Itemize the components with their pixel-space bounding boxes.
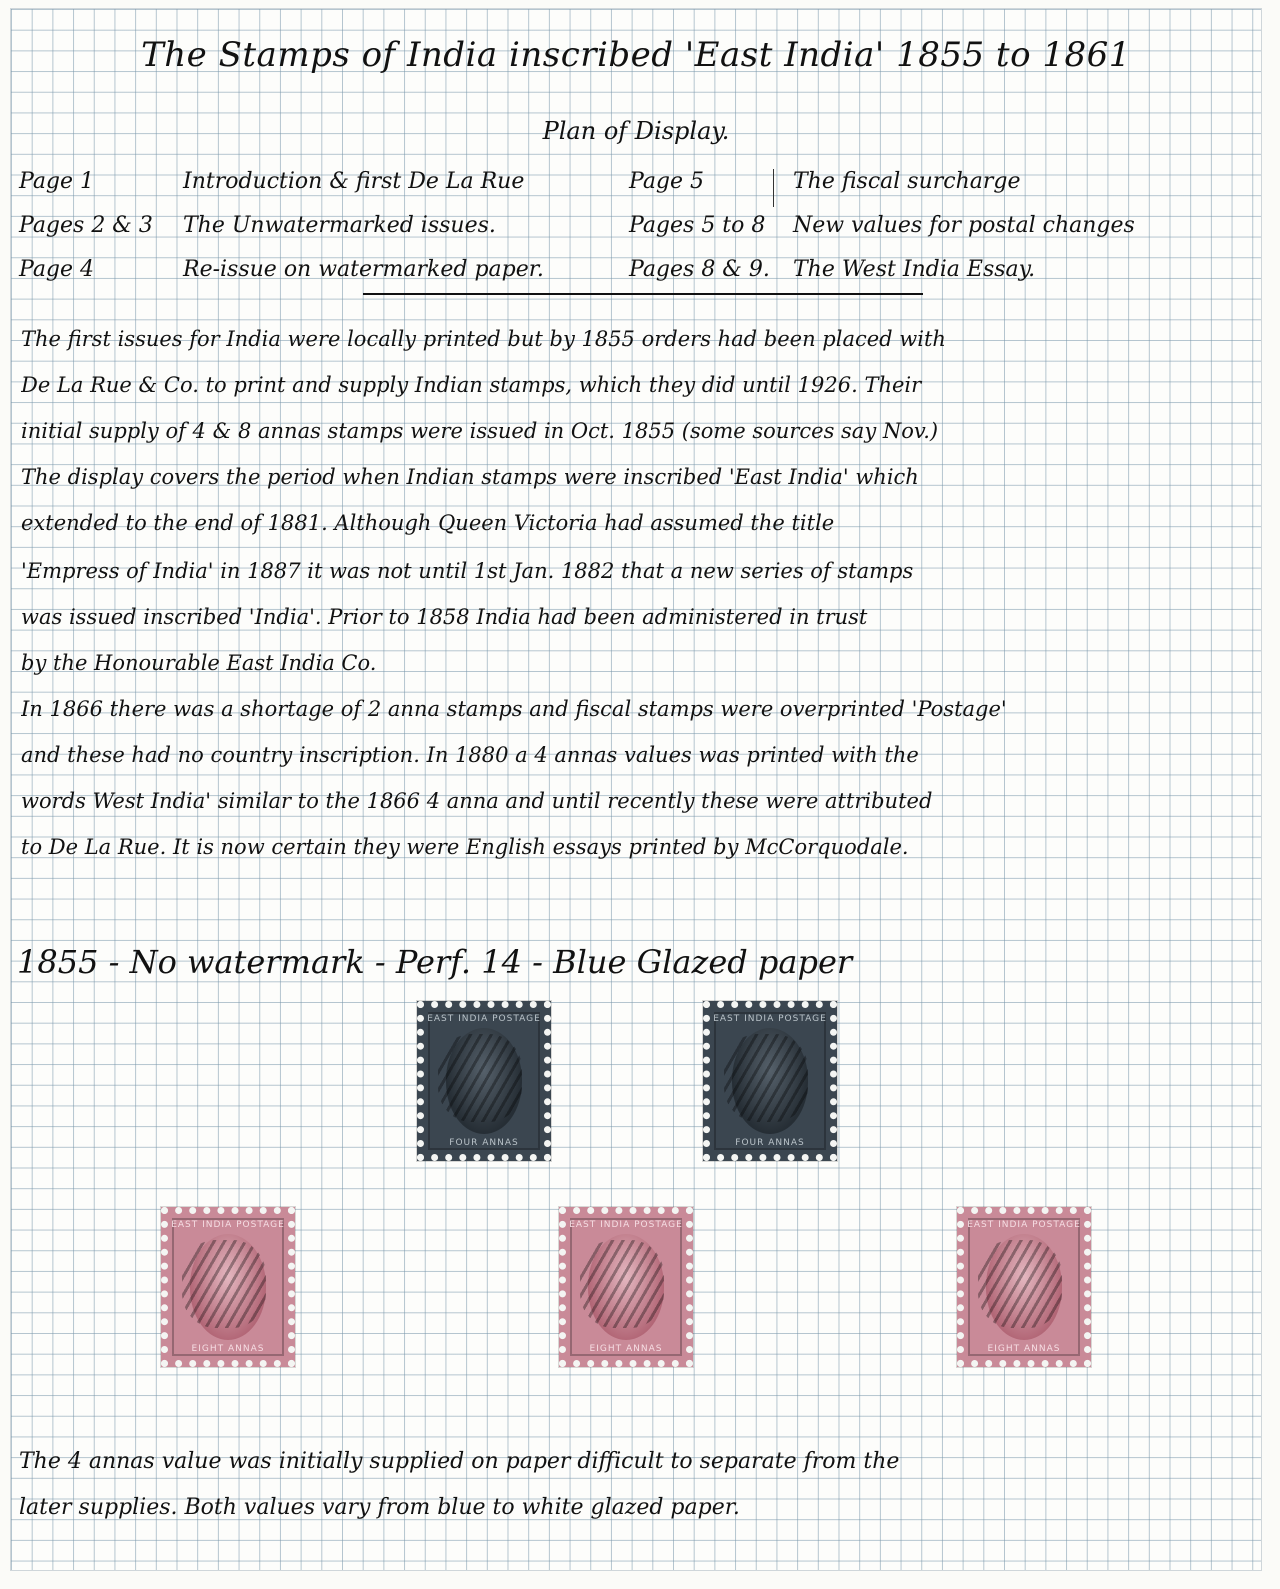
plan-row (11, 213, 1251, 253)
stamp-value-inscription: FOUR ANNAS (449, 1138, 519, 1148)
intro-line: 'Empress of India' in 1887 it was not until 1st Jan. 1882 that a new series of stamps (21, 559, 914, 583)
postmark-cancel (978, 1240, 1062, 1328)
intro-line: was issued inscribed 'India'. Prior to 1858 India had been administered in trust (21, 605, 868, 629)
stamp-inscription-top: EAST INDIA POSTAGE (967, 1220, 1081, 1230)
intro-line: to De La Rue. It is now certain they were English essays printed by McCorquodale. (21, 835, 909, 859)
intro-line: and these had no country inscription. In 1880 a 4 annas values was printed with the (21, 743, 919, 767)
stamp-value-inscription: EIGHT ANNAS (191, 1344, 265, 1354)
plan-column-divider (773, 169, 774, 207)
stamp-inscription-top: EAST INDIA POSTAGE (427, 1014, 541, 1024)
stamp-inscription-top: EAST INDIA POSTAGE (171, 1220, 285, 1230)
plan-description: The fiscal surcharge (793, 169, 1021, 194)
plan-heading: Plan of Display. (542, 117, 730, 145)
plan-description: The West India Essay. (793, 257, 1036, 282)
intro-line: words West India' similar to the 1866 4 anna and until recently these were attributed (21, 789, 933, 813)
stamp-8-annas (957, 1207, 1091, 1367)
plan-page-ref: Pages 5 to 8 (629, 213, 766, 238)
postmark-cancel (724, 1034, 808, 1122)
stamp-4-annas (417, 1001, 551, 1161)
plan-page-ref: Page 1 (19, 169, 95, 194)
album-page (10, 8, 1262, 1571)
stamp-4-annas (703, 1001, 837, 1161)
postmark-cancel (580, 1240, 664, 1328)
postmark-cancel (438, 1034, 522, 1122)
plan-description: New values for postal changes (793, 213, 1135, 238)
stamp-8-annas (559, 1207, 693, 1367)
stamp-value-inscription: EIGHT ANNAS (987, 1344, 1061, 1354)
plan-underline (363, 293, 923, 295)
intro-line: initial supply of 4 & 8 annas stamps were issued in Oct. 1855 (some sources say Nov.) (21, 419, 939, 443)
plan-description: The Unwatermarked issues. (183, 213, 496, 238)
intro-line: by the Honourable East India Co. (21, 651, 377, 675)
plan-row (11, 257, 1251, 297)
plan-description: Re-issue on watermarked paper. (183, 257, 544, 282)
plan-page-ref: Page 5 (629, 169, 705, 194)
plan-page-ref: Pages 8 & 9. (629, 257, 770, 282)
page-title: The Stamps of India inscribed 'East India' 1855 to 1861 (141, 35, 1131, 75)
stamp-inscription-top: EAST INDIA POSTAGE (569, 1220, 683, 1230)
stamp-value-inscription: FOUR ANNAS (735, 1138, 805, 1148)
intro-line: The first issues for India were locally printed but by 1855 orders had been placed with (21, 327, 946, 351)
stamp-value-inscription: EIGHT ANNAS (589, 1344, 663, 1354)
intro-line: In 1866 there was a shortage of 2 anna stamps and fiscal stamps were overprinted 'Postage' (21, 697, 1007, 721)
stamp-inscription-top: EAST INDIA POSTAGE (713, 1014, 827, 1024)
intro-line: The display covers the period when Indian stamps were inscribed 'East India' which (21, 465, 919, 489)
plan-page-ref: Pages 2 & 3 (19, 213, 153, 238)
footer-note-line: The 4 annas value was initially supplied on paper difficult to separate from the (19, 1449, 900, 1474)
postmark-cancel (182, 1240, 266, 1328)
plan-description: Introduction & first De La Rue (183, 169, 525, 194)
intro-line: De La Rue & Co. to print and supply Indian stamps, which they did until 1926. Their (21, 373, 922, 397)
plan-row (11, 169, 1251, 209)
issue-heading: 1855 - No watermark - Perf. 14 - Blue Glazed paper (17, 943, 853, 981)
intro-line: extended to the end of 1881. Although Queen Victoria had assumed the title (21, 511, 835, 535)
plan-page-ref: Page 4 (19, 257, 95, 282)
stamp-8-annas (161, 1207, 295, 1367)
footer-note-line: later supplies. Both values vary from blue to white glazed paper. (19, 1495, 740, 1520)
